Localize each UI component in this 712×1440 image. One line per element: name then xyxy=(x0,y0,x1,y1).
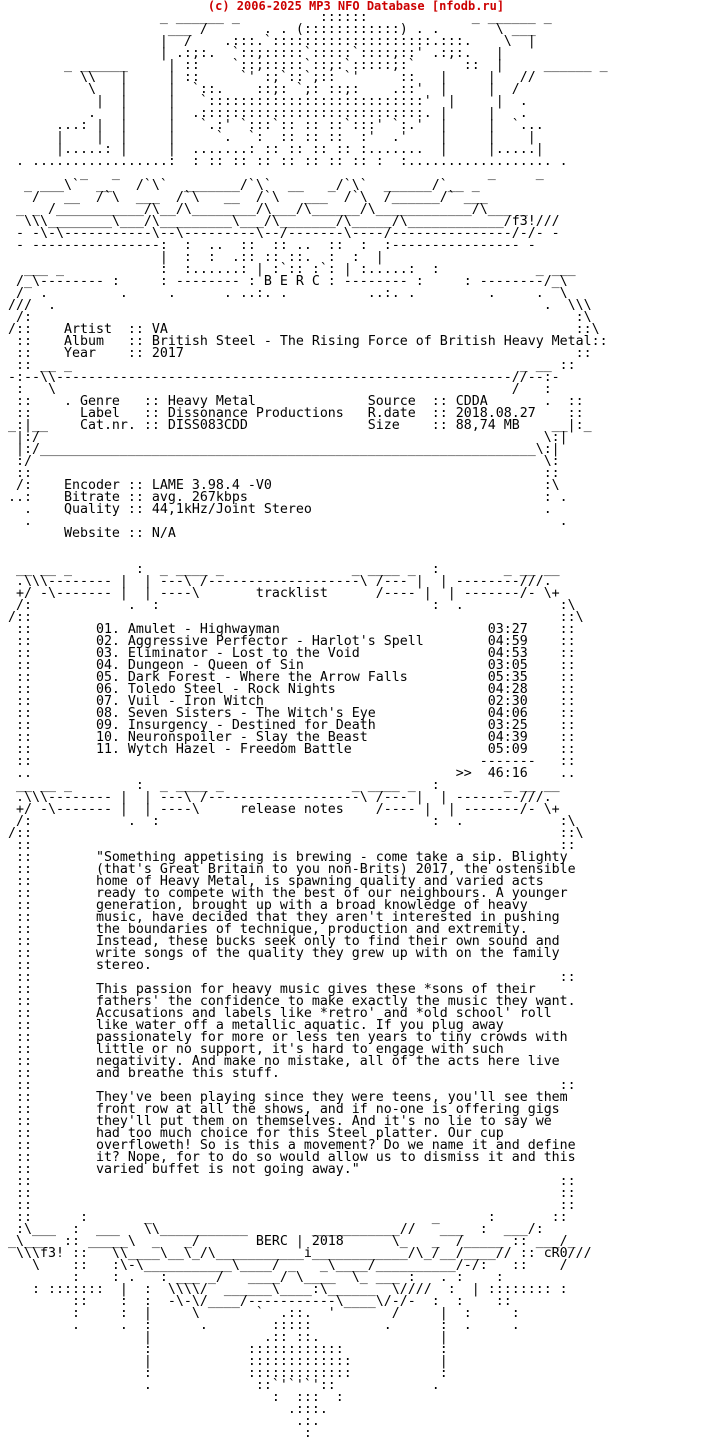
nfo-line: -:--\\---------------------------------------------------------//--:- xyxy=(0,370,560,385)
nfo-line: :: like water off a metallic aquatic. If you plug away xyxy=(0,1018,504,1033)
nfo-line: :: Accusations and labels like *retro' and *old school' roll xyxy=(0,1006,552,1021)
nfo-line: :: ready to compete with the best of our neighbours. A younger xyxy=(0,886,568,901)
nfo-line: _ ______ | :: `::;:::::`::;:`:::::;:` :: | ______ _ xyxy=(0,58,608,73)
nfo-line: :: had too much choice for this Steel platter. Our cup xyxy=(0,1126,504,1141)
nfo-line: _ ______ _ :::::: _ ______ _ xyxy=(0,10,552,25)
nfo-line: . . : . ::::: . : . . xyxy=(0,1318,520,1333)
nfo-line: :: ------- :: xyxy=(0,754,576,769)
nfo-line: ..: Bitrate :: avg. 267kbps : . xyxy=(0,490,568,505)
nfo-line: :: Year :: 2017 :: xyxy=(0,346,592,361)
nfo-line: /// . . \\\ xyxy=(0,298,592,313)
nfo-line: :: :: xyxy=(0,1186,576,1201)
nfo-line: .\\\-------- | | ---\ /-------------------\ /--- | | --------///. xyxy=(0,790,552,805)
nfo-line: :: home of Heavy Metal, is spawning quality and varied acts xyxy=(0,874,544,889)
nfo-line: | .:: ::. | xyxy=(0,1330,448,1345)
nfo-line: :: :: xyxy=(0,838,576,853)
nfo-line: /: . : : . :\ xyxy=(0,598,576,613)
nfo-line: . .................: : :: :: :: :: :: :: :: : :.................. . xyxy=(0,154,568,169)
nfo-line: :: 02. Aggressive Perfector - Harlot's Spell 04:59 :: xyxy=(0,634,576,649)
nfo-line: | .:;:. `::;:::::`:::::`::::;::' .:;:. | xyxy=(0,46,504,61)
nfo-line: :: "Something appetising is brewing - come take a sip. Blighty xyxy=(0,850,568,865)
nfo-line: :: 04. Dungeon - Queen of Sin 03:05 :: xyxy=(0,658,576,673)
nfo-line: - ----------------: : .. :: :: .. :: : :---------------- - xyxy=(0,238,536,253)
nfo-line: / __ /`\ ___ /`\ __ /`\ ___ /`\ /______/` ___ xyxy=(0,190,488,205)
nfo-line: :: Label :: Dissonance Productions R.date :: 2018.08.27 :: xyxy=(0,406,584,421)
nfo-line: :: (that's Great Britain to you non-Brits) 2017, the ostensible xyxy=(0,862,576,877)
nfo-line: | : : .:: :: ::. : : | xyxy=(0,250,384,265)
nfo-line: :: 11. Wytch Hazel - Freedom Battle 05:09 :: xyxy=(0,742,576,757)
nfo-line: .. >> 46:16 .. xyxy=(0,766,576,781)
nfo-line: /: . : : . :\ xyxy=(0,814,576,829)
nfo-line: | | | `:::::::::::::::::::::::::::' | | . xyxy=(0,94,528,109)
nfo-line: ___ / . . (::::::::::::) . . \ ___ xyxy=(0,22,536,37)
nfo-line: : : | \ ` .::. ' / | : : xyxy=(0,1306,520,1321)
nfo-line: : ::::::::::::: : xyxy=(0,1366,448,1381)
nfo-line: : :::::::::::: : xyxy=(0,1342,448,1357)
nfo-line: |:/______________________________________________________________\:| xyxy=(0,442,560,457)
nfo-line: :: passionately for more or less ten years to tiny crowds with xyxy=(0,1030,568,1045)
nfo-line: :: 08. Seven Sisters - The Witch's Eye 04:06 :: xyxy=(0,706,576,721)
nfo-line: :: negativity. And make no mistake, all of the acts here live xyxy=(0,1054,560,1069)
nfo-line: : : . : ___ _/ ____/ \____ \_ ___ : . : : xyxy=(0,1270,504,1285)
nfo-line: :: generation, brought up with a broad knowledge of heavy xyxy=(0,898,528,913)
nfo-line: _\___ :: _____\ _ _/ BERC | 2018 \_ _ /_____ :: ___/_ xyxy=(0,1234,576,1249)
nfo-line: :: and breathe this stuff. xyxy=(0,1066,280,1081)
nfo-line: :: write songs of the quality they grew up with on the family xyxy=(0,946,560,961)
nfo-line: :: : : -\-\/____/-----------\____\/-/- : : :: xyxy=(0,1294,512,1309)
nfo-line: :\___ : ___ \\___________ ___________// ___ : ___/: xyxy=(0,1222,544,1237)
nfo-line: / . . . . ..:. . ..:. . . . \ xyxy=(0,286,568,301)
nfo-line: :: 09. Insurgency - Destined for Death 03:25 :: xyxy=(0,718,576,733)
copyright-banner: (c) 2006-2025 MP3 NFO Database [nfodb.ru] xyxy=(207,0,505,13)
nfo-line: | / .:::.`::::::::::::::::::::.:::. \ | xyxy=(0,34,536,49)
nfo-line: +/ -\------- | | ----\ tracklist /---- | | -------/- \+ xyxy=(0,586,560,601)
nfo-line: _ ___\` __ /`\` _______/`\` __ _/`\` ______/`__ _ xyxy=(0,178,480,193)
nfo-line: __ __ _ : _ ____ _ _ ____ _ : _ __ __ xyxy=(0,778,560,793)
nfo-line: :: :: xyxy=(0,1078,576,1093)
nfo-line: \\\________\___/\_________\___/\_______/\_____/\____________/f3!/// xyxy=(0,214,560,229)
nfo-line: :: 05. Dark Forest - Where the Arrow Falls 05:35 :: xyxy=(0,670,576,685)
nfo-line: :: :: xyxy=(0,1174,576,1189)
nfo-line: _:|__ Cat.nr. :: DISS083CDD Size :: 88,74 MB __|:_ xyxy=(0,418,592,433)
nfo-line: \\\f3! :: \\____\__\_/\___________i____________/\_/__/____// :: cR0/// xyxy=(0,1246,592,1261)
nfo-line: . | | .::::::::::::::::::::::::::::. | | . xyxy=(0,106,528,121)
nfo-line: :: Instead, these bucks seek only to find their own sound and xyxy=(0,934,560,949)
nfo-line: . Quality :: 44,1kHz/Joint Stereo . xyxy=(0,502,552,517)
nfo-line: . ::`'`'`':: . xyxy=(0,1378,440,1393)
nfo-line: /: :\ xyxy=(0,310,592,325)
nfo-line: /:: ::\ xyxy=(0,826,584,841)
nfo-line: _ _ _ _ xyxy=(0,166,544,181)
nfo-line: : xyxy=(0,1426,312,1440)
nfo-line: .:. xyxy=(0,1414,320,1429)
nfo-line: :: . Genre :: Heavy Metal Source :: CDDA . :: xyxy=(0,394,584,409)
nfo-line: :: little or no support, it's hard to engage with such xyxy=(0,1042,504,1057)
nfo-line: : ::::::: | : \\\\/ ______\____:\______ \//// : | :::::::: : xyxy=(0,1282,568,1297)
nfo-line: : ::: : xyxy=(0,1390,344,1405)
nfo-line: :: music, have decided that they aren't interested in pushing xyxy=(0,910,560,925)
nfo-line: :: __ _ _ __ :: xyxy=(0,358,576,373)
nfo-line: ...: | | | `.:' `:::`:: :: ::`:::' `:.' | | `... xyxy=(0,118,544,133)
nfo-line: :: stereo. xyxy=(0,958,152,973)
nfo-line: :: :: xyxy=(0,970,576,985)
nfo-line: : \ / : xyxy=(0,382,552,397)
nfo-line: - -\-\-----------\--\---------\--/-------\----/---------------/-/- - xyxy=(0,226,560,241)
nfo-line: :: 10. Neuronspoiler - Slay the Beast 04:39 :: xyxy=(0,730,576,745)
nfo-line: :: 03. Eliminator - Lost to the Void 04:53 :: xyxy=(0,646,576,661)
nfo-line: :: This passion for heavy music gives these *sons of their xyxy=(0,982,536,997)
nfo-line: :: fathers' the confidence to make exactly the music they want. xyxy=(0,994,576,1009)
nfo-line: /:: Artist :: VA ::\ xyxy=(0,322,600,337)
nfo-line: :: :: xyxy=(0,1198,576,1213)
nfo-line: :/ \: xyxy=(0,454,560,469)
nfo-line: :: 07. Vuil - Iron Witch 02:30 :: xyxy=(0,694,576,709)
nfo-line: | | | | `. `: :: :: :: :' .' | | | xyxy=(0,130,536,145)
nfo-line: :: overfloweth! So is this a movement? Do we name it and define xyxy=(0,1138,576,1153)
nfo-line: .\\\-------- | | ---\ /-------------------\ /--- | | --------///. xyxy=(0,574,552,589)
nfo-line: \ | | `::. ::;: `;: ::;: .::' | | / xyxy=(0,82,520,97)
nfo-line: :: 06. Toledo Steel - Rock Nights 04:28 :: xyxy=(0,682,576,697)
nfo-line: :: front row at all the shows, and if no-one is offering gigs xyxy=(0,1102,560,1117)
nfo-line: . . xyxy=(0,514,568,529)
nfo-line: Website :: N/A xyxy=(0,526,176,541)
nfo-line: +/ -\------- | | ----\ release notes /---- | | -------/- \+ xyxy=(0,802,560,817)
nfo-line: :: :: xyxy=(0,466,560,481)
nfo-line: :: : _ _ : :: xyxy=(0,1210,568,1225)
nfo-ascii-art xyxy=(0,12,608,1440)
nfo-line: :: the boundaries of technique, production and extremity. xyxy=(0,922,528,937)
nfo-line: \\ | | :: `' :;`::`;:: `' :: | | // xyxy=(0,70,536,85)
nfo-line: /: Encoder :: LAME 3.98.4 -V0 :\ xyxy=(0,478,560,493)
nfo-line: /:: ::\ xyxy=(0,610,584,625)
nfo-line xyxy=(0,540,608,552)
nfo-line: :: they'll put them on themselves. And it's no lie to say we xyxy=(0,1114,552,1129)
nfo-line: .:::. xyxy=(0,1402,328,1417)
nfo-line: | ::::::::::::: | xyxy=(0,1354,448,1369)
nfo-line: :: Album :: British Steel - The Rising Force of British Heavy Metal:: xyxy=(0,334,608,349)
nfo-line: _ _ /___________/\__/\________/\___/\______/\____________/\___ _ xyxy=(0,202,528,217)
nfo-line: :: it? Nope, for to do so would allow us to dismiss it and this xyxy=(0,1150,576,1165)
nfo-line: __ __ _ : _ ____ _ _ ____ _ : _ __ __ xyxy=(0,562,560,577)
nfo-line: |.....: | | .......: :: :: :: :: :....... | |.....| xyxy=(0,142,544,157)
nfo-line: :: They've been playing since they were teens, you'll see them xyxy=(0,1090,568,1105)
nfo-line: /_\-------- : : -------- : B E R C : -------- : : --------/_\ xyxy=(0,274,568,289)
nfo-line: :: 01. Amulet - Highwayman 03:27 :: xyxy=(0,622,576,637)
nfo-line: |:/ \:| xyxy=(0,430,568,445)
nfo-line: \ :: :\-\___________\____/ _ _\____/__________/-/: :: / xyxy=(0,1258,568,1273)
nfo-line: :: varied buffet is not going away." xyxy=(0,1162,360,1177)
nfo-line: ___ _ : :......: | :`:: :`: | :.....: : _ ___ xyxy=(0,262,576,277)
